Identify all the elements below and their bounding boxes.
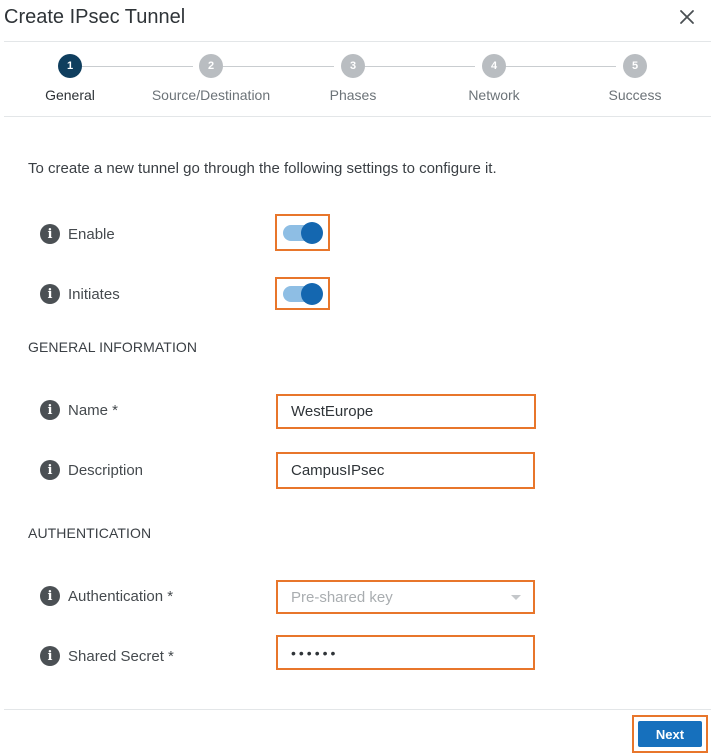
- toggle-knob: [301, 222, 323, 244]
- name-input[interactable]: WestEurope: [276, 394, 536, 429]
- step-success[interactable]: [565, 52, 705, 103]
- description-label: Description: [68, 461, 144, 479]
- step-general[interactable]: [0, 52, 140, 103]
- step-number: 1: [58, 54, 82, 78]
- general-information-heading: GENERAL INFORMATION: [28, 339, 198, 355]
- enable-label: Enable: [68, 225, 115, 243]
- initiates-row: [40, 276, 120, 312]
- authentication-value: Pre-shared key: [291, 588, 393, 606]
- initiates-label: Initiates: [68, 285, 120, 303]
- step-label: Phases: [329, 87, 377, 103]
- next-button-highlight: [632, 715, 708, 753]
- info-icon[interactable]: i: [40, 224, 60, 244]
- description-input[interactable]: CampusIPsec: [276, 452, 535, 489]
- title-divider: [4, 41, 711, 42]
- chevron-down-icon: [511, 595, 521, 600]
- toggle-track: [283, 286, 321, 302]
- dialog-title: Create IPsec Tunnel: [4, 6, 186, 28]
- step-number: 3: [341, 54, 365, 78]
- toggle-knob: [301, 283, 323, 305]
- authentication-label: Authentication *: [68, 587, 174, 605]
- info-icon[interactable]: i: [40, 646, 60, 666]
- description-row: [40, 452, 143, 488]
- footer-divider: [4, 709, 711, 710]
- info-icon[interactable]: i: [40, 586, 60, 606]
- step-number: 2: [199, 54, 223, 78]
- shared-secret-label: Shared Secret *: [68, 647, 174, 665]
- info-icon[interactable]: i: [40, 460, 60, 480]
- step-source-destination[interactable]: [141, 52, 281, 103]
- enable-toggle[interactable]: [275, 214, 330, 251]
- enable-row: [40, 216, 115, 252]
- shared-secret-row: [40, 638, 174, 674]
- step-phases[interactable]: [283, 52, 423, 103]
- shared-secret-input[interactable]: [276, 635, 535, 670]
- step-number: 5: [623, 54, 647, 78]
- intro-text: To create a new tunnel go through the following settings to configure it.: [28, 160, 497, 177]
- authentication-heading: AUTHENTICATION: [28, 525, 152, 541]
- step-label: Network: [468, 87, 520, 103]
- close-icon[interactable]: [676, 6, 698, 28]
- stepper-divider: [4, 116, 711, 117]
- name-label: Name *: [68, 401, 119, 419]
- info-icon[interactable]: i: [40, 284, 60, 304]
- authentication-select[interactable]: [276, 580, 535, 614]
- name-row: [40, 392, 118, 428]
- info-icon[interactable]: i: [40, 400, 60, 420]
- step-number: 4: [482, 54, 506, 78]
- step-label: Source/Destination: [151, 87, 271, 103]
- toggle-track: [283, 225, 321, 241]
- shared-secret-value: ••••••: [291, 644, 339, 661]
- authentication-row: [40, 578, 173, 614]
- step-label: Success: [608, 87, 662, 103]
- step-network[interactable]: [424, 52, 564, 103]
- stepper: [0, 52, 715, 114]
- step-label: General: [45, 87, 95, 103]
- initiates-toggle[interactable]: [275, 277, 330, 310]
- next-button[interactable]: Next: [638, 721, 702, 747]
